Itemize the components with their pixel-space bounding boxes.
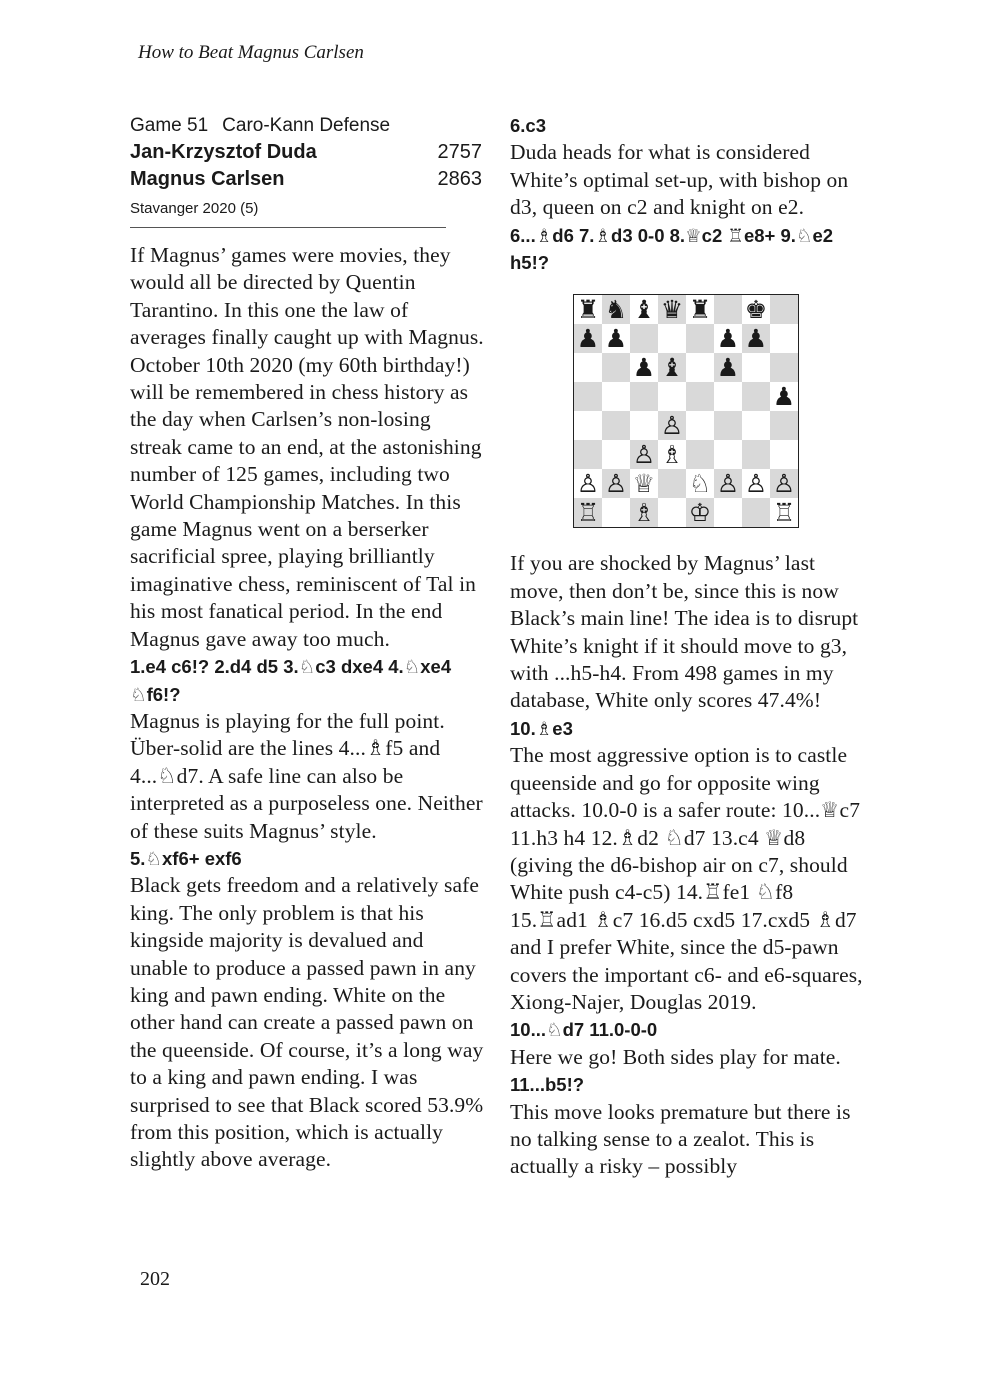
black-bishop-d6: ♝ — [658, 353, 686, 382]
moves-1-4: 1.e4 c6!? 2.d4 d5 3.♘c3 dxe4 4.♘xe4 ♘f6!? — [130, 656, 452, 705]
square-a5 — [574, 382, 602, 411]
black-rook-e8: ♜ — [686, 295, 714, 324]
white-bishop-d3: ♗ — [658, 440, 686, 469]
black-player-row — [130, 166, 482, 193]
black-queen-d8: ♛ — [658, 295, 686, 324]
square-b5 — [602, 382, 630, 411]
square-a4 — [574, 411, 602, 440]
white-rook-a1: ♖ — [574, 498, 602, 527]
square-f1 — [714, 498, 742, 527]
square-d5 — [658, 382, 686, 411]
moves-6: 6.c3 — [510, 115, 547, 136]
square-g6 — [742, 353, 770, 382]
white-rook-h1: ♖ — [770, 498, 798, 527]
white-knight-e2: ♘ — [686, 469, 714, 498]
white-player-name: Jan-Krzysztof Duda — [130, 141, 317, 163]
black-bishop-c8: ♝ — [630, 295, 658, 324]
square-f5 — [714, 382, 742, 411]
moves-10: 10.♗e3 — [510, 717, 573, 739]
square-e3 — [686, 440, 714, 469]
square-h8 — [770, 295, 798, 324]
square-c5 — [630, 382, 658, 411]
white-king-e1: ♔ — [686, 498, 714, 527]
white-pawn-h2: ♙ — [770, 469, 798, 498]
white-pawn-c3: ♙ — [630, 440, 658, 469]
square-d2 — [658, 469, 686, 498]
square-g4 — [742, 411, 770, 440]
square-h6 — [770, 353, 798, 382]
paragraph-move4: Magnus is playing for the full point. Über-solid are the lines 4...♗f5 and 4...♘d7. A safe line can also be interpreted as a purposeless one. Neither of these suits Magnus’ style. — [130, 708, 483, 843]
square-h3 — [770, 440, 798, 469]
paragraph-move11b: This move looks premature but there is no talking sense to a zealot. This is actually a risky – possibly — [510, 1099, 851, 1179]
square-h4 — [770, 411, 798, 440]
square-a6 — [574, 353, 602, 382]
white-queen-c2: ♕ — [630, 469, 658, 498]
black-pawn-f6: ♟ — [714, 353, 742, 382]
black-knight-b8: ♞ — [602, 295, 630, 324]
left-column — [130, 112, 486, 1174]
square-f4 — [714, 411, 742, 440]
square-b4 — [602, 411, 630, 440]
square-d1 — [658, 498, 686, 527]
moves-5: 5.♘xf6+ exf6 — [130, 847, 242, 869]
square-c7 — [630, 324, 658, 353]
white-pawn-f2: ♙ — [714, 469, 742, 498]
black-king-g8: ♚ — [742, 295, 770, 324]
square-f3 — [714, 440, 742, 469]
moves-11b: 11...b5!? — [510, 1074, 585, 1096]
square-b1 — [602, 498, 630, 527]
paragraph-move11: Here we go! Both sides play for mate. — [510, 1044, 841, 1069]
black-player-rating: 2863 — [437, 168, 482, 190]
black-player-name: Magnus Carlsen — [130, 168, 285, 190]
black-pawn-c6: ♟ — [630, 353, 658, 382]
paragraph-move10: The most aggressive option is to castle queenside and go for opposite wing attacks. 10.0-0 is a safer route: 10...♕c7 11.h3 h4 12.♗d2 ♘d7 13.c4 ♕d8 (giving the d6-bishop air on c7, should White push c4-c5) 14.♖fe1 ♘f8 15.♖ad1 ♗c7 16.d5 cxd5 17.cxd5 ♗d7 and I prefer White, since the d5-pawn covers the important c6- and e6-squares, Xiong-Najer, Douglas 2019. — [510, 743, 863, 1014]
square-e4 — [686, 411, 714, 440]
game-title-line — [130, 112, 482, 139]
black-pawn-h5: ♟ — [770, 382, 798, 411]
page-number: 202 — [140, 1268, 170, 1290]
square-e6 — [686, 353, 714, 382]
square-c4 — [630, 411, 658, 440]
game-number: Game 51 — [130, 115, 209, 136]
event-line: Stavanger 2020 (5) — [130, 197, 446, 228]
square-e7 — [686, 324, 714, 353]
square-g3 — [742, 440, 770, 469]
paragraph-move6: Duda heads for what is considered White’s optimal set-up, with bishop on d3, queen on c2 and knight on e2. — [510, 140, 849, 220]
chess-diagram — [573, 294, 801, 528]
white-pawn-g2: ♙ — [742, 469, 770, 498]
white-player-rating: 2757 — [437, 141, 482, 163]
square-g5 — [742, 382, 770, 411]
square-d7 — [658, 324, 686, 353]
opening-name: Caro-Kann Defense — [222, 115, 391, 136]
square-b6 — [602, 353, 630, 382]
white-player-row — [130, 139, 482, 166]
square-g1 — [742, 498, 770, 527]
square-f8 — [714, 295, 742, 324]
moves-6-9: 6...♗d6 7.♗d3 0-0 8.♕c2 ♖e8+ 9.♘e2 h5!? — [510, 224, 834, 274]
moves-10-11: 10...♘d7 11.0-0-0 — [510, 1019, 658, 1041]
white-pawn-b2: ♙ — [602, 469, 630, 498]
black-pawn-g7: ♟ — [742, 324, 770, 353]
black-pawn-b7: ♟ — [602, 324, 630, 353]
chess-board — [573, 294, 799, 528]
paragraph-move5: Black gets freedom and a relatively safe king. The only problem is that his kingside majority is devalued and unable to produce a passed pawn in any king and pawn ending. White on the other hand can create a passed pawn on the queenside. Of course, it’s a long way to a king and pawn ending. I was surprised to see that Black scored 53.9% from this position, which is actually slightly above average. — [130, 873, 484, 1172]
square-h7 — [770, 324, 798, 353]
white-bishop-c1: ♗ — [630, 498, 658, 527]
black-pawn-a7: ♟ — [574, 324, 602, 353]
white-pawn-a2: ♙ — [574, 469, 602, 498]
square-b3 — [602, 440, 630, 469]
square-e5 — [686, 382, 714, 411]
intro-paragraph: If Magnus’ games were movies, they would all be directed by Quentin Tarantino. In this one the law of averages finally caught up with Magnus. October 10th 2020 (my 60th birthday!) will be remembered in chess history as the day when Carlsen’s non-losing streak came to an end, at the astonishing number of 125 games, including two World Championship Matches. In this game Magnus went on a berserker sacrificial spree, playing brilliantly imaginative chess, reminiscent of Tal in his most fanatical period. In the end Magnus gave away too much. — [130, 243, 484, 651]
black-rook-a8: ♜ — [574, 295, 602, 324]
paragraph-move9: If you are shocked by Magnus’ last move, then don’t be, since this is now Black’s main line! The idea is to disrupt White’s knight if it should move to g3, with ...h5-h4. From 498 games in my database, White only scores 47.4%! — [510, 551, 859, 713]
right-column — [510, 112, 870, 1181]
black-pawn-f7: ♟ — [714, 324, 742, 353]
square-a3 — [574, 440, 602, 469]
game-header — [130, 112, 482, 228]
white-pawn-d4: ♙ — [658, 411, 686, 440]
running-head: How to Beat Magnus Carlsen — [138, 42, 364, 63]
